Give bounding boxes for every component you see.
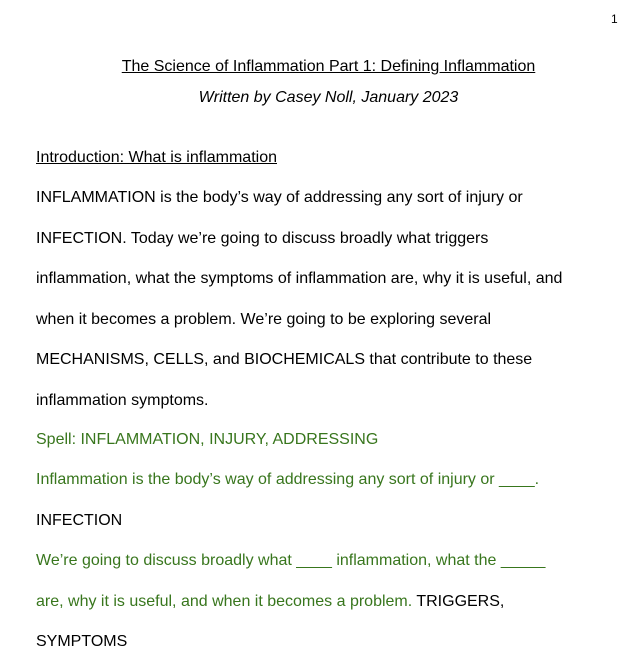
fill-blank-prompt-1: Inflammation is the body’s way of addressing any sort of injury or ____.	[36, 471, 540, 488]
spell-exercise: Spell: INFLAMMATION, INJURY, ADDRESSING	[36, 431, 379, 448]
section-heading: Introduction: What is inflammation	[36, 149, 277, 166]
fill-blank-answer-2-cont: SYMPTOMS	[36, 633, 128, 650]
fill-blank-answer-2: TRIGGERS,	[416, 593, 505, 610]
intro-line-3: inflammation, what the symptoms of inflammation are, why it is useful, and	[36, 270, 563, 287]
intro-line-4: when it becomes a problem. We’re going to be exploring several	[36, 311, 492, 328]
intro-line-1: INFLAMMATION is the body’s way of addressing any sort of injury or	[36, 189, 523, 206]
intro-line-5: MECHANISMS, CELLS, and BIOCHEMICALS that contribute to these	[36, 351, 533, 368]
document-title: The Science of Inflammation Part 1: Defining Inflammation	[121, 58, 536, 75]
page-number: 1	[611, 12, 618, 26]
fill-blank-prompt-2: We’re going to discuss broadly what ____ inflammation, what the _____	[36, 552, 546, 569]
fill-blank-answer-1: INFECTION	[36, 512, 123, 529]
document-byline: Written by Casey Noll, January 2023	[198, 89, 459, 106]
fill-blank-line-2	[36, 593, 504, 611]
intro-line-6: inflammation symptoms.	[36, 392, 209, 409]
intro-line-2: INFECTION. Today we’re going to discuss broadly what triggers	[36, 230, 489, 247]
fill-blank-prompt-2-cont: are, why it is useful, and when it becomes a problem.	[36, 593, 413, 610]
